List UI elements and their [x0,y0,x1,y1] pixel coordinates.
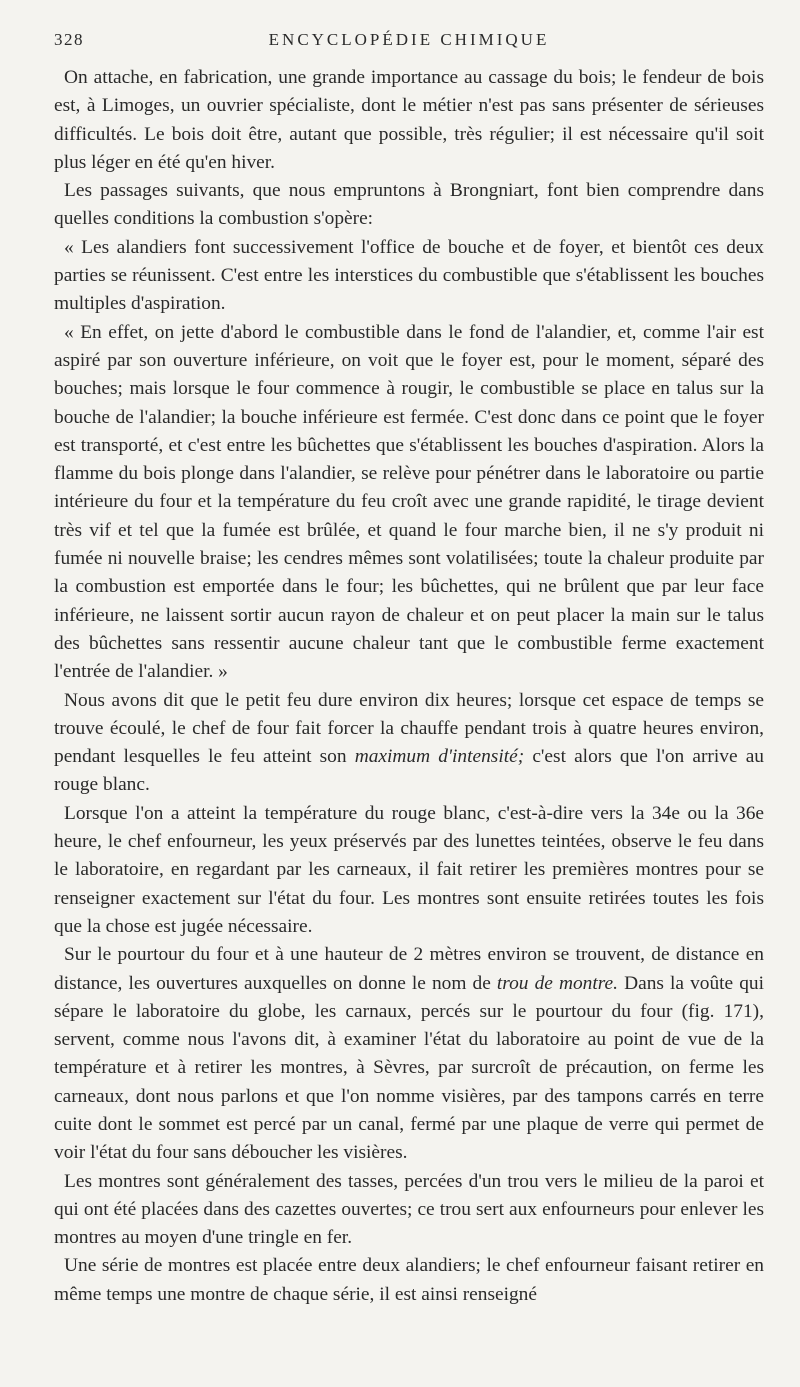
paragraph: Une série de montres est placée entre deux alandiers; le chef enfourneur faisant retirer en même temps une montre de chaque série, il est ainsi renseigné [54,1255,764,1305]
italic-term: maximum d'intensité; [354,746,525,768]
paragraph-text: c'est alors que l'on arrive au rouge blanc. [54,746,764,796]
paragraph: Lorsque l'on a atteint la température du rouge blanc, c'est-à-dire vers la 34e ou la 36e heure, le chef enfourneur, les yeux préservés par des lunettes teintées, observe le feu dans le laboratoire, en regardant par les carneaux, il fait retirer les premières montres pour se renseigner exactement sur l'état du four. Les montres sont ensuite retirées toutes les fois que la chose est jugée nécessaire. [54,802,764,937]
paragraph: Les passages suivants, que nous empruntons à Brongniart, font bien comprendre dans quelles conditions la combustion s'opère: [54,180,764,230]
running-title: ENCYCLOPÉDIE CHIMIQUE [268,30,550,49]
italic-term: trou de montre. [496,972,619,994]
paragraph-text: Dans la voûte qui sépare le laboratoire du globe, les carnaux, percés sur le pourtour du four (fig. 171), servent, comme nous l'avons dit, à examiner l'état du laboratoire au point de vue de la température et à retirer les montres, à Sèvres, par surcroît de précaution, on ferme les carneaux, dont nous parlons et que l'on nomme visières, par des tampons carrés en terre cuite dont le sommet est percé par un canal, fermé par une plaque de verre qui permet de voir l'état du four sans déboucher les visières. [54,972,765,1164]
paragraph: Les montres sont généralement des tasses, percées d'un trou vers le milieu de la paroi et qui ont été placées dans des cazettes ouvertes; ce trou sert aux enfourneurs pour enlever les montres au moyen d'une tringle en fer. [54,1170,764,1249]
page-number: 328 [54,30,84,49]
paragraph-text: Nous avons dit que le petit feu dure environ dix heures; lorsque cet espace de temps se trouve écoulé, le chef de four fait forcer la chauffe pendant trois à quatre heures environ, pendant lesquelles le feu atteint son [54,689,764,768]
page-header [54,30,764,64]
paragraph: On attache, en fabrication, une grande importance au cassage du bois; le fendeur de bois est, à Limoges, un ouvrier spécialiste, dont le métier n'est pas sans présenter de sérieuses difficultés. Le bois doit être, autant que possible, très régulier; il est nécessaire qu'il soit plus léger en été qu'en hiver. [54,67,764,173]
paragraph [54,687,764,800]
body-text [54,64,764,1309]
paragraph-text: Sur le pourtour du four et à une hauteur de 2 mètres environ se trouvent, de distance en distance, les ouvertures auxquelles on donne le nom de [54,944,764,994]
paragraph: « En effet, on jette d'abord le combustible dans le fond de l'alandier, et, comme l'air est aspiré par son ouverture inférieure, on voit que le foyer est, pour le moment, séparé des bouches; mais lorsque le four commence à rougir, le combustible se place en talus sur la bouche de l'alandier; la bouche inférieure est fermée. C'est donc dans ce point que le foyer est transporté, et c'est entre les bûchettes que s'établissent les bouches d'aspiration. Alors la flamme du bois plonge dans l'alandier, se relève pour pénétrer dans le laboratoire ou partie intérieure du four et la température du feu croît avec une grande rapidité, le tirage devient très vif et tel que la fumée est brûlée, et quand le four marche bien, il ne s'y produit ni fumée ni nouvelle braise; les cendres mêmes sont volatilisées; toute la chaleur produite par la combustion est emportée dans le four; les bûchettes, qui ne brûlent que par leur face inférieure, ne laissent sortir aucun rayon de chaleur et on peut placer la main sur le talus des bûchettes sans ressentir aucune chaleur tant que le combustible ferme exactement l'entrée de l'alandier. » [54,321,764,683]
paragraph: « Les alandiers font successivement l'office de bouche et de foyer, et bientôt ces deux parties se réunissent. C'est entre les interstices du combustible que s'établissent les bouches multiples d'aspiration. [54,236,764,315]
paragraph [54,941,764,1167]
